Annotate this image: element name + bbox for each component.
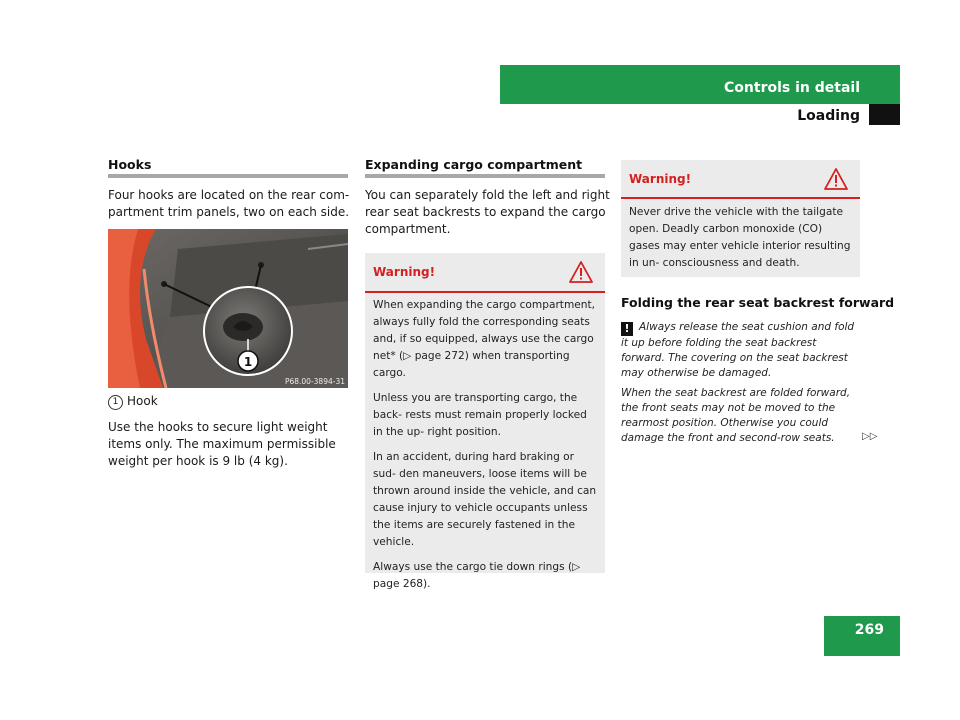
caption-number: 1 [108,395,123,410]
warning-triangle-icon [569,261,593,283]
cargo-hook-photo [108,229,348,388]
warning-body [373,297,597,601]
continued-arrow-icon: ▷▷ [862,431,878,442]
section-title: Controls in detail [724,80,860,96]
warning-paragraph: Unless you are transporting cargo, the back- rests must remain properly locked in the up- right position. [373,392,587,438]
heading-rule [108,174,348,178]
subsection-title: Loading [797,108,860,124]
hooks-body: Use the hooks to secure light weight items only. The maximum permissible weight per hook is 9 lb (4 kg). [108,420,336,468]
figure-caption [108,394,158,410]
heading-rule [365,174,605,178]
callout-number: 1 [243,355,253,369]
warning-title: Warning! [629,172,692,186]
warning-triangle-icon [824,168,848,190]
hooks-intro: Four hooks are located on the rear com- partment trim panels, two on each side. [108,188,350,219]
note-text: Always release the seat cushion and fold it up before folding the seat backrest forward. The covering on the seat backrest may otherwise be damaged. [621,321,855,379]
warning-header [365,253,605,293]
expanding-heading: Expanding cargo compartment [365,157,583,172]
warning-body [629,204,852,280]
caption-label: Hook [127,394,158,408]
caution-mark-icon: ! [621,322,633,336]
page-number: 269 [854,622,884,638]
warning-paragraph: Never drive the vehicle with the tailgate open. Deadly carbon monoxide (CO) gases may enter vehicle interior resulting in un- consciousness and death. [629,206,851,269]
warning-box [621,160,860,277]
expanding-intro: You can separately fold the left and right rear seat backrests to expand the cargo compartment. [365,188,610,236]
note-text: When the seat backrest are folded forward, the front seats may not be moved to the rearmost position. Otherwise you could damage the front and second-row seats. [621,387,851,444]
caution-note [621,320,861,451]
warning-paragraph: When expanding the cargo compartment, always fully fold the corresponding seats and, if so equipped, always use the cargo net* (▷ page 272) when transporting cargo. [373,299,596,379]
warning-paragraph: Always use the cargo tie down rings (▷ page 268). [373,561,581,590]
warning-header [621,160,860,199]
figure-code: P68.00-3894-31 [284,377,345,386]
warning-title: Warning! [373,265,436,279]
warning-paragraph: In an accident, during hard braking or sud- den maneuvers, loose items will be thrown around inside the vehicle, and can cause injury to vehicle occupants unless the items are securely fastened in the vehicle. [373,451,597,548]
warning-box [365,253,605,590]
folding-heading: Folding the rear seat backrest forward [621,295,895,310]
hooks-heading: Hooks [108,157,152,172]
thumb-index-marker [869,104,900,125]
